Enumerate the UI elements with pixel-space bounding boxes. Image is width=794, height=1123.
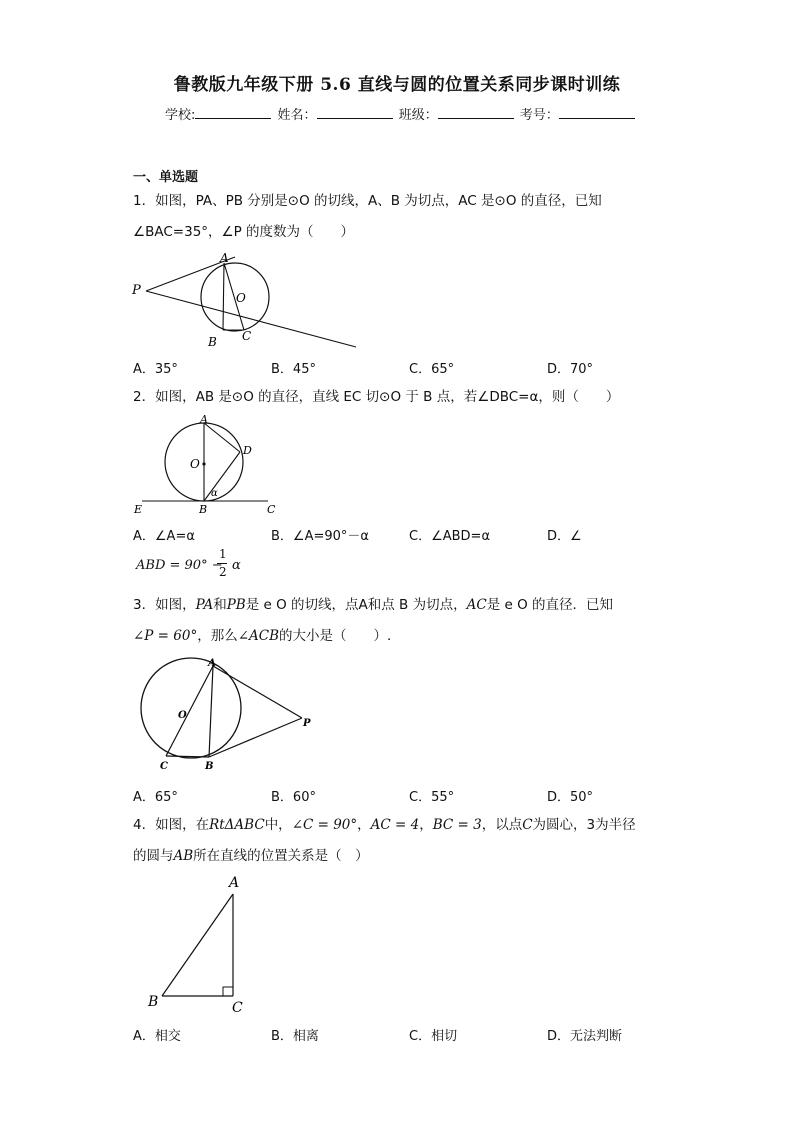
- q2-figure: [128, 412, 288, 516]
- q4-line2: 的圆与AB所在直线的位置关系是（ ）: [133, 848, 369, 864]
- class-label: 班级：: [398, 108, 438, 123]
- q3-line1: 3．如图，PA和PB是 e O 的切线，点A和点 B 为切点，AC是 e O 的直径．已知: [133, 597, 613, 613]
- q4-option-a[interactable]: A．相交: [133, 1029, 181, 1044]
- q4-line1: 4．如图，在RtΔABC中，∠C = 90°，AC = 4，BC = 3，以点C为圆心，3为半径: [133, 817, 636, 833]
- name-blank[interactable]: [317, 106, 393, 119]
- q2-label-d: D: [243, 444, 252, 457]
- q1-option-c[interactable]: C．65°: [409, 362, 455, 377]
- q2-option-b[interactable]: B．∠A=90°－α: [271, 529, 369, 544]
- q1-label-c: C: [242, 329, 252, 343]
- q2-formula-num: 1: [219, 547, 227, 561]
- q4-figure: [140, 872, 260, 1020]
- name-label: 姓名：: [277, 108, 317, 123]
- q3-option-b[interactable]: B．60°: [271, 790, 316, 805]
- q2-label-b: B: [199, 503, 208, 516]
- q2-formula-den: 2: [219, 565, 227, 579]
- q2-option-d[interactable]: D．∠: [547, 529, 582, 544]
- q1-option-b[interactable]: B．45°: [271, 362, 316, 377]
- section-heading: 一、单选题: [133, 170, 199, 185]
- q4-label-b: B: [148, 994, 159, 1010]
- q2-label-alpha: α: [211, 488, 218, 499]
- q3-line2: ∠P = 60°，那么∠ACB的大小是（ ）.: [133, 628, 392, 644]
- class-blank[interactable]: [438, 106, 514, 119]
- q3-label-b: B: [205, 761, 214, 772]
- q1-label-p: P: [132, 283, 141, 298]
- student-info-line: [165, 104, 637, 123]
- q2-line1: 2．如图，AB 是⊙O 的直径，直线 EC 切⊙O 于 B 点，若∠DBC=α，则（ ）: [133, 389, 620, 405]
- q1-figure: [128, 250, 368, 350]
- q1-label-o: O: [236, 291, 246, 305]
- q4-option-b[interactable]: B．相离: [271, 1029, 319, 1044]
- q2-formula-bar: [217, 563, 227, 564]
- q1-line1: 1．如图，PA、PB 分别是⊙O 的切线，A、B 为切点，AC 是⊙O 的直径，已知: [133, 193, 602, 209]
- q2-formula-left: ABD = 90° −: [136, 558, 223, 573]
- q2-option-c[interactable]: C．∠ABD=α: [409, 529, 491, 544]
- school-label: 学校:: [165, 108, 196, 123]
- exam-no-label: 考号：: [519, 108, 559, 123]
- q3-label-p: P: [303, 718, 311, 729]
- q1-option-d[interactable]: D．70°: [547, 362, 594, 377]
- q3-figure: [130, 656, 320, 776]
- q4-option-d[interactable]: D．无法判断: [547, 1029, 623, 1044]
- q3-option-a[interactable]: A．65°: [133, 790, 178, 805]
- exam-no-blank[interactable]: [559, 106, 635, 119]
- q3-label-c: C: [160, 761, 168, 772]
- q2-label-a: A: [200, 413, 208, 426]
- q4-label-c: C: [232, 1000, 243, 1016]
- q3-label-a: A: [208, 658, 216, 669]
- page-title: 鲁教版九年级下册 5.6 直线与圆的位置关系同步课时训练: [173, 75, 621, 95]
- q2-label-c: C: [267, 503, 276, 516]
- q4-label-a: A: [229, 875, 240, 891]
- q1-line2: ∠BAC=35°，∠P 的度数为（ ）: [133, 224, 355, 240]
- q1-label-b: B: [208, 335, 217, 349]
- q3-option-d[interactable]: D．50°: [547, 790, 594, 805]
- q1-label-a: A: [220, 251, 229, 265]
- q2-label-o: O: [190, 457, 200, 471]
- q4-option-c[interactable]: C．相切: [409, 1029, 458, 1044]
- school-blank[interactable]: [195, 106, 271, 119]
- q2-option-a[interactable]: A．∠A=α: [133, 529, 195, 544]
- q2-label-e: E: [134, 503, 143, 516]
- q1-option-a[interactable]: A．35°: [133, 362, 178, 377]
- q3-option-c[interactable]: C．55°: [409, 790, 455, 805]
- q2-formula-right: α: [232, 558, 241, 573]
- q3-label-o: O: [178, 710, 187, 721]
